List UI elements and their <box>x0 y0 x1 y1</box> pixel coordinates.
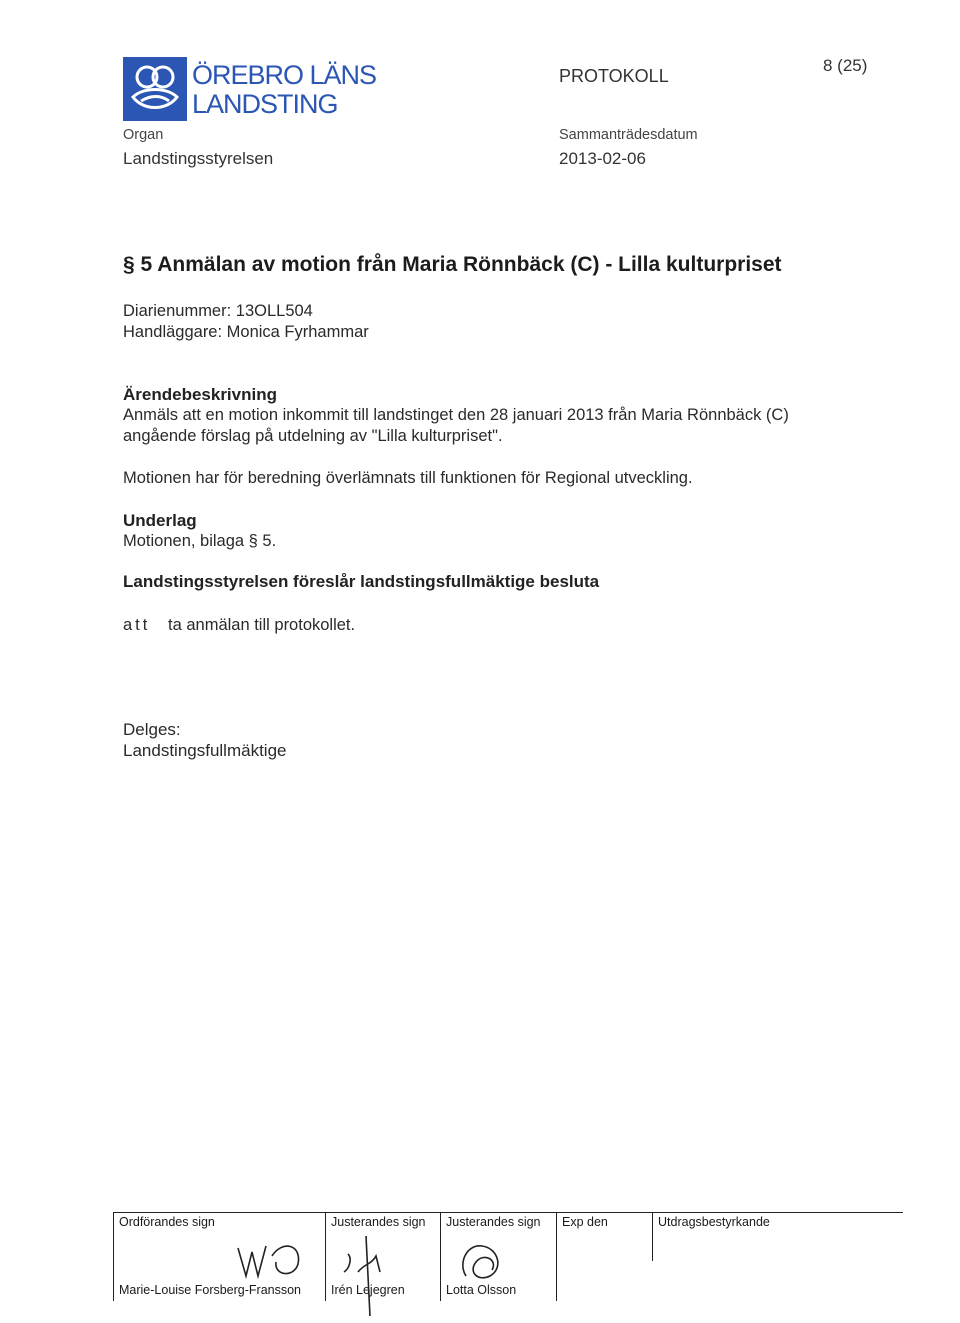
organ-label: Organ <box>123 127 164 143</box>
delges-value: Landstingsfullmäktige <box>123 741 287 760</box>
org-name-line2: LANDSTING <box>192 89 338 119</box>
date-label: Sammanträdesdatum <box>559 127 698 143</box>
arende-heading: Ärendebeskrivning <box>123 385 277 404</box>
justerare2-label: Justerandes sign <box>446 1215 541 1229</box>
motion-text: Motionen har för beredning överlämnats till funktionen för Regional utveckling. <box>123 469 693 487</box>
logo-emblem-icon <box>123 57 187 121</box>
handwritten-signature-icon <box>336 1228 396 1320</box>
diarienummer: Diarienummer: 13OLL504 <box>123 302 313 320</box>
organ-value: Landstingsstyrelsen <box>123 149 274 168</box>
underlag-text: Motionen, bilaga § 5. <box>123 532 277 550</box>
delges-label: Delges: <box>123 720 181 739</box>
utdrag-cell <box>653 1213 903 1262</box>
ordforande-name: Marie-Louise Forsberg-Fransson <box>119 1283 302 1297</box>
org-name-line1: ÖREBRO LÄNS <box>192 60 377 90</box>
proposal-heading: Landstingsstyrelsen föreslår landstingsfullmäktige besluta <box>123 572 600 591</box>
exp-cell <box>557 1213 653 1262</box>
handlaggare: Handläggare: Monica Fyrhammar <box>123 323 369 341</box>
att-text: ta anmälan till protokollet. <box>168 616 356 634</box>
date-value: 2013-02-06 <box>559 149 646 168</box>
justerare1-name: Irén Lejegren <box>331 1283 405 1297</box>
doc-type: PROTOKOLL <box>559 66 669 86</box>
section-title: § 5 Anmälan av motion från Maria Rönnbäck (C) - Lilla kulturpriset <box>123 253 782 276</box>
handwritten-signature-icon <box>452 1234 512 1286</box>
exp-label: Exp den <box>562 1215 608 1229</box>
justerare2-name: Lotta Olsson <box>446 1283 517 1297</box>
arende-line1: Anmäls att en motion inkommit till landstinget den 28 januari 2013 från Maria Rönnbäck (C) <box>123 406 789 424</box>
page-number: 8 (25) <box>823 56 868 75</box>
underlag-heading: Underlag <box>123 511 197 530</box>
arende-line2: angående förslag på utdelning av "Lilla kulturpriset". <box>123 427 503 445</box>
landsting-logo <box>123 57 187 121</box>
handwritten-signature-icon <box>232 1236 312 1286</box>
utdrag-label: Utdragsbestyrkande <box>658 1215 770 1229</box>
justerare1-label: Justerandes sign <box>331 1215 426 1229</box>
ordforande-label: Ordförandes sign <box>119 1215 215 1229</box>
att-word: att <box>123 616 151 634</box>
